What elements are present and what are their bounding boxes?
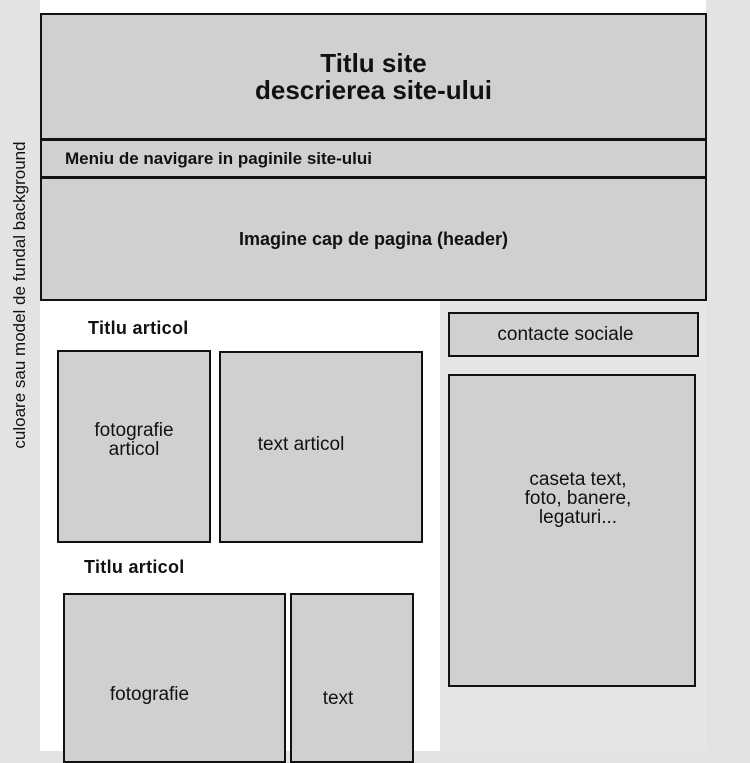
site-title-block xyxy=(40,13,707,140)
sidebar-box-label-line: foto, banere, xyxy=(524,488,632,509)
background-side-label xyxy=(0,0,40,751)
site-title: Titlu site xyxy=(320,47,427,78)
sidebar-content-box xyxy=(448,374,696,687)
sidebar-box-label-line: legaturi... xyxy=(538,507,618,528)
navigation-menu[interactable] xyxy=(40,139,707,178)
article-photo-label: fotografie xyxy=(109,683,190,705)
background-label-text: culoare sau model de fundal background xyxy=(10,141,29,449)
site-description: descrierea site-ului xyxy=(255,74,492,105)
social-contacts-box[interactable] xyxy=(448,312,699,357)
article-text-label: text xyxy=(322,687,354,709)
header-image-placeholder xyxy=(40,177,707,301)
header-image-label: Imagine cap de pagina (header) xyxy=(238,228,509,249)
article-text-label: text articol xyxy=(257,433,345,455)
article-text-placeholder xyxy=(290,593,414,763)
article-text-placeholder xyxy=(219,351,423,543)
article-title[interactable]: Titlu articol xyxy=(88,318,189,338)
sidebar-box-label-line: caseta text, xyxy=(529,469,627,490)
article-photo-placeholder xyxy=(63,593,286,763)
navigation-menu-label: Meniu de navigare in paginile site-ului xyxy=(65,148,372,168)
article-photo-label-line: fotografie xyxy=(94,419,174,441)
article-photo-label-line: articol xyxy=(108,438,160,460)
social-contacts-label: contacte sociale xyxy=(497,324,634,345)
article-photo-placeholder xyxy=(57,350,211,543)
article-title[interactable]: Titlu articol xyxy=(84,557,185,577)
